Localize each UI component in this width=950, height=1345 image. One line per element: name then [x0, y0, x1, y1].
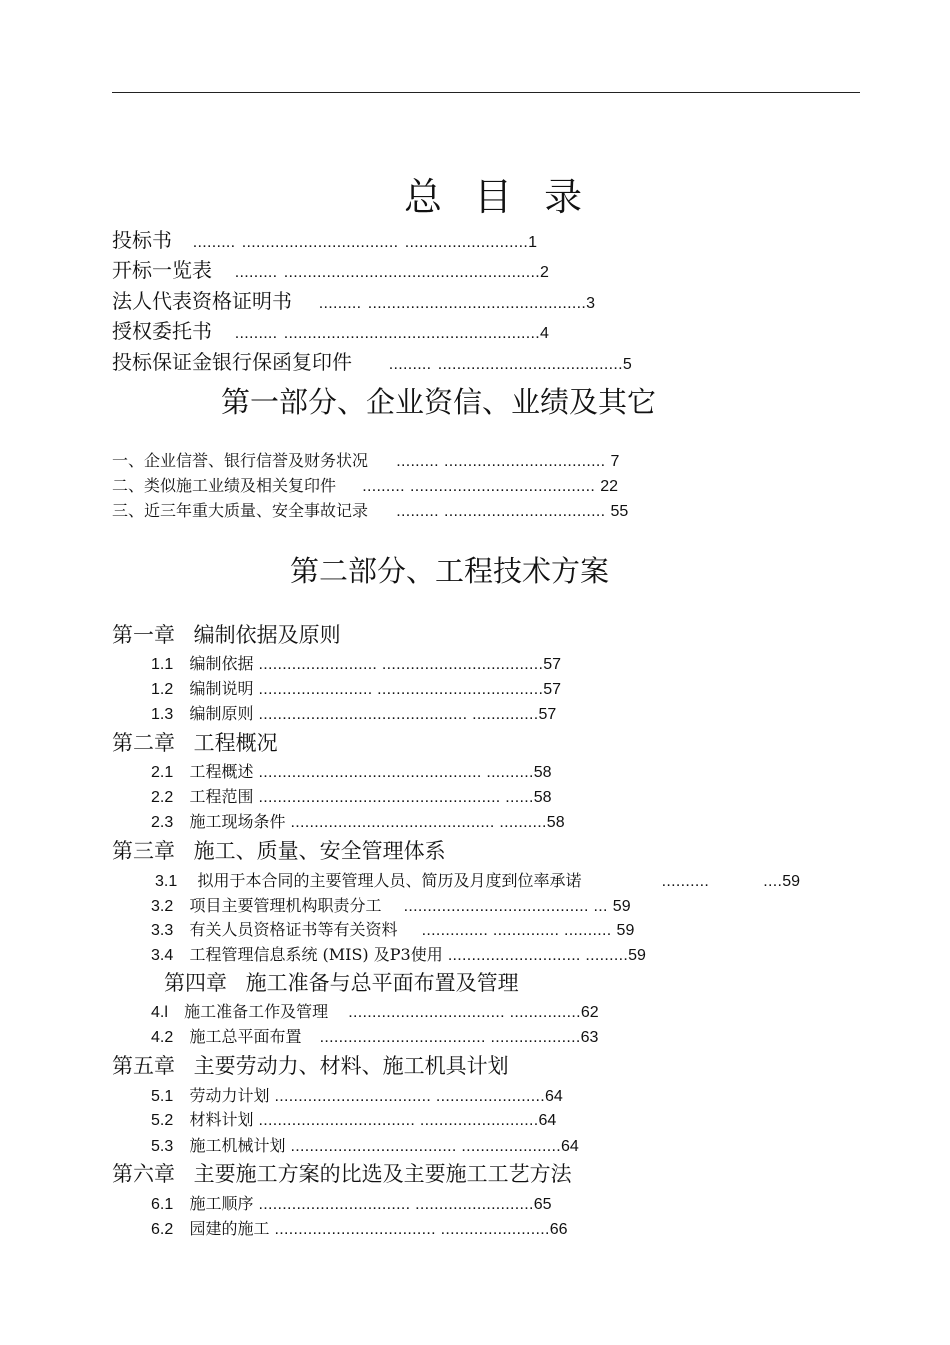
- section-page: 62: [580, 1004, 599, 1021]
- section-entry[interactable]: [151, 1004, 599, 1021]
- section-label: 工程管理信息系统 (MIS) 及P3使用: [189, 945, 443, 964]
- toc-page: 2: [540, 264, 549, 281]
- toc-label: 三、近三年重大质量、安全事故记录: [112, 501, 369, 520]
- toc-page: 22: [600, 478, 618, 495]
- section-page: 58: [533, 764, 552, 781]
- section-dots: ................................................... ......: [258, 789, 534, 806]
- toc-entry[interactable]: [112, 260, 549, 281]
- section-entry[interactable]: [151, 898, 631, 915]
- section-label: 施工准备工作及管理: [184, 1002, 329, 1021]
- section-number: 1.2: [151, 681, 174, 698]
- section-page: 59: [612, 898, 631, 915]
- section-dots: ............................................... ..........: [258, 764, 534, 781]
- toc-page: 4: [540, 325, 549, 342]
- section-dots: ............................................ ..............: [258, 706, 539, 723]
- toc-entry[interactable]: [112, 453, 619, 470]
- header-rule: [112, 92, 860, 93]
- section-label: 园建的施工: [189, 1219, 270, 1238]
- toc-dots: ......................................................: [283, 325, 541, 342]
- toc-dots: .................................: [241, 234, 399, 251]
- toc-dots: .........: [388, 356, 432, 373]
- section-entry[interactable]: [151, 814, 565, 831]
- toc-label: 投标书: [112, 228, 172, 252]
- toc-dots: .........: [192, 234, 236, 251]
- toc-label: 授权委托书: [112, 319, 212, 343]
- chapter-title[interactable]: 第三章 施工、质量、安全管理体系: [112, 839, 446, 863]
- section-dots: ................................. .........................: [258, 1112, 539, 1129]
- section-page: 66: [549, 1221, 568, 1238]
- section-label: 工程范围: [189, 787, 254, 806]
- section-dots: ........................ ...................................: [258, 681, 544, 698]
- section-number: 2.3: [151, 814, 174, 831]
- toc-dots: .........: [318, 295, 362, 312]
- toc-entry[interactable]: [112, 321, 549, 342]
- toc-dots: .......................................: [410, 478, 596, 495]
- toc-page: 5: [622, 356, 632, 373]
- chapter-title[interactable]: 第二章 工程概况: [112, 731, 278, 755]
- section-dots: ..........: [661, 873, 710, 890]
- section-dots: ....................................... ...: [403, 898, 608, 915]
- section-entry[interactable]: [151, 1112, 556, 1129]
- section-entry[interactable]: [151, 706, 556, 723]
- section-entry[interactable]: [155, 873, 800, 890]
- toc-dots: ......................................................: [283, 264, 541, 281]
- section-label: 编制原则: [189, 704, 254, 723]
- section-label: 施工顺序: [189, 1194, 254, 1213]
- section-entry[interactable]: [151, 1221, 568, 1238]
- section-entry[interactable]: [151, 1196, 552, 1213]
- section-entry[interactable]: [151, 922, 634, 939]
- section-label: 项目主要管理机构职责分工: [189, 896, 382, 915]
- section-page: 58: [533, 789, 552, 806]
- toc-dots: .........: [234, 264, 278, 281]
- toc-dots: .........: [396, 503, 439, 520]
- section-dots: .............. .............. ..........: [421, 922, 612, 939]
- section-page: 57: [538, 706, 557, 723]
- section-page: 64: [545, 1088, 563, 1105]
- section-page: 64: [561, 1138, 579, 1155]
- section-dots: ................................ .........................: [258, 1196, 534, 1213]
- chapter-title[interactable]: 第四章 施工准备与总平面布置及管理: [164, 971, 519, 995]
- section-entry[interactable]: [151, 656, 561, 673]
- toc-dots: .......................................: [437, 356, 623, 373]
- section-page: 59: [782, 873, 801, 890]
- section-number: 3.3: [151, 922, 174, 939]
- section-number: 1.1: [151, 656, 174, 673]
- section-label: 有关人员资格证书等有关资料: [189, 920, 398, 939]
- section-number: 4.l: [151, 1004, 168, 1021]
- section-label: 施工总平面布置: [189, 1027, 302, 1046]
- part2-heading: 第二部分、工程技术方案: [290, 554, 610, 588]
- section-number: 3.1: [155, 873, 178, 890]
- toc-dots: ..............................................: [367, 295, 587, 312]
- chapter-title[interactable]: 第六章 主要施工方案的比选及主要施工工艺方法: [112, 1162, 572, 1186]
- section-dots: ................................... .....................: [290, 1138, 562, 1155]
- section-entry[interactable]: [151, 1138, 579, 1155]
- section-entry[interactable]: [151, 1029, 598, 1046]
- toc-label: 一、企业信誉、银行信誉及财务状况: [112, 451, 369, 470]
- part1-heading: 第一部分、企业资信、业绩及其它: [221, 385, 657, 419]
- section-label: 工程概述: [189, 762, 254, 781]
- toc-dots: .........: [362, 478, 405, 495]
- section-number: 1.3: [151, 706, 174, 723]
- section-page: 57: [543, 656, 562, 673]
- toc-dots: .........: [396, 453, 439, 470]
- toc-dots: ..................................: [444, 503, 606, 520]
- section-dots: ............................ .........: [447, 947, 629, 964]
- section-number: 3.2: [151, 898, 174, 915]
- section-label: 劳动力计划: [189, 1086, 270, 1105]
- section-dots: ......................... ..................................: [258, 656, 544, 673]
- section-dots: .................................. .......................: [274, 1221, 550, 1238]
- section-number: 5.2: [151, 1112, 174, 1129]
- section-page: 59: [628, 947, 646, 964]
- section-dots: ....: [763, 873, 783, 890]
- section-entry[interactable]: [151, 789, 552, 806]
- toc-entry[interactable]: [112, 230, 537, 251]
- section-number: 5.1: [151, 1088, 174, 1105]
- section-dots: ................................. ...............: [348, 1004, 581, 1021]
- toc-entry[interactable]: [112, 352, 632, 373]
- toc-page: 1: [528, 234, 538, 251]
- toc-label: 二、类似施工业绩及相关复印件: [112, 476, 337, 495]
- section-entry[interactable]: [151, 764, 552, 781]
- section-page: 63: [580, 1029, 599, 1046]
- toc-entry[interactable]: [112, 291, 595, 312]
- toc-entry[interactable]: [112, 503, 628, 520]
- toc-entry[interactable]: [112, 478, 618, 495]
- section-entry[interactable]: [151, 947, 646, 964]
- toc-page: 7: [610, 453, 620, 470]
- chapter-title[interactable]: 第一章 编制依据及原则: [112, 623, 341, 647]
- section-page: 64: [538, 1112, 557, 1129]
- section-number: 5.3: [151, 1138, 174, 1155]
- section-entry[interactable]: [151, 681, 561, 698]
- section-label: 材料计划: [189, 1110, 254, 1129]
- toc-dots: ..................................: [444, 453, 606, 470]
- section-dots: ................................. .......................: [274, 1088, 546, 1105]
- toc-dots: ..........................: [404, 234, 529, 251]
- toc-label: 投标保证金银行保函复印件: [112, 350, 352, 374]
- section-number: 2.2: [151, 789, 174, 806]
- section-label: 拟用于本合同的主要管理人员、简历及月度到位率承诺: [197, 871, 582, 890]
- section-number: 6.2: [151, 1221, 174, 1238]
- section-page: 57: [543, 681, 562, 698]
- section-page: 59: [616, 922, 635, 939]
- section-number: 6.1: [151, 1196, 174, 1213]
- toc-label: 法人代表资格证明书: [112, 289, 292, 313]
- toc-label: 开标一览表: [112, 258, 212, 282]
- toc-page: 55: [610, 503, 629, 520]
- section-dots: ................................... ...................: [319, 1029, 581, 1046]
- section-entry[interactable]: [151, 1088, 563, 1105]
- section-label: 编制说明: [189, 679, 254, 698]
- section-label: 施工机械计划: [189, 1136, 286, 1155]
- section-number: 3.4: [151, 947, 174, 964]
- chapter-title[interactable]: 第五章 主要劳动力、材料、施工机具计划: [112, 1054, 509, 1078]
- section-number: 4.2: [151, 1029, 174, 1046]
- section-label: 施工现场条件: [189, 812, 286, 831]
- toc-page: 3: [586, 295, 595, 312]
- section-page: 65: [533, 1196, 552, 1213]
- section-number: 2.1: [151, 764, 174, 781]
- section-dots: ........................................... ..........: [290, 814, 547, 831]
- section-label: 编制依据: [189, 654, 254, 673]
- toc-dots: .........: [234, 325, 278, 342]
- section-page: 58: [546, 814, 565, 831]
- page-title: 总 目 录: [404, 175, 593, 219]
